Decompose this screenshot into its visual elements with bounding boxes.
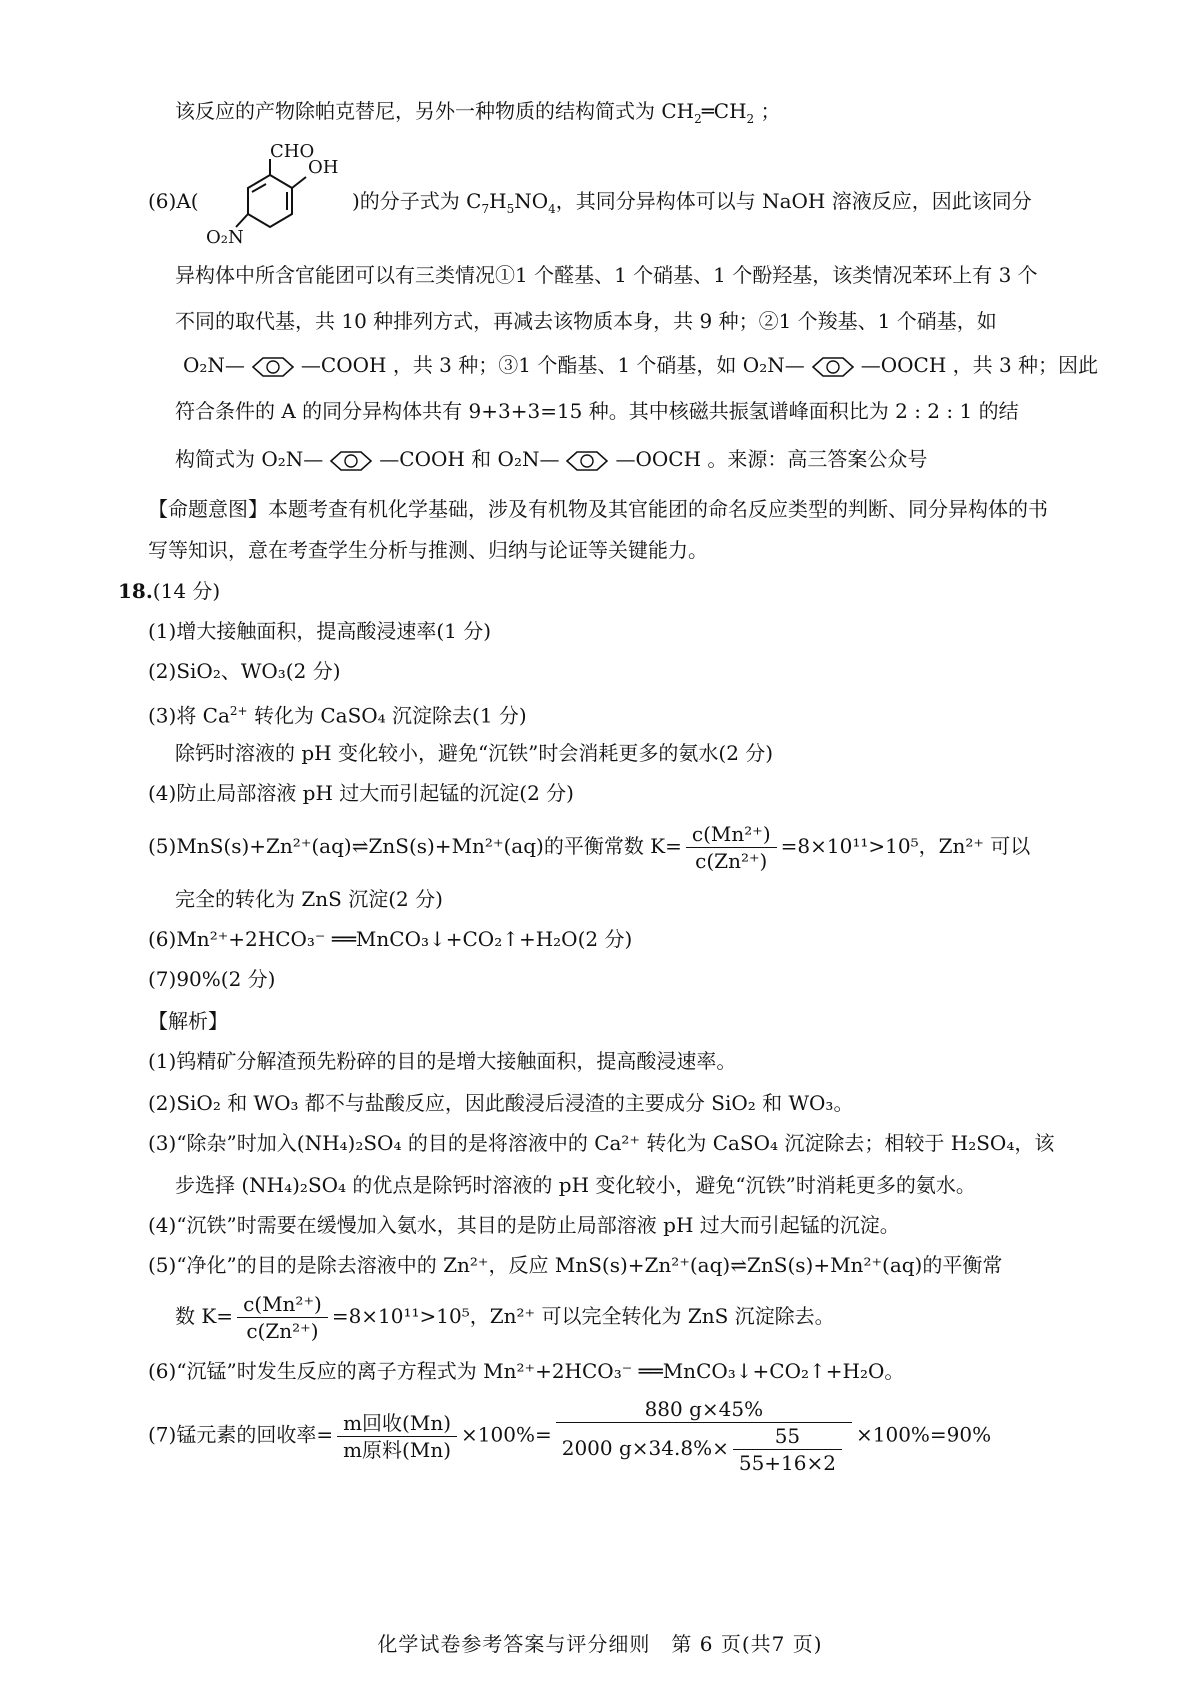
equilibrium-fraction: $\frac{\text{c(Mn²⁺)}}{\text{c(Zn²⁺)}}$ [237,1291,328,1344]
q18-header: 18.(14 分) [118,579,221,603]
intent-line1: 【命题意图】本题考查有机化学基础，涉及有机物及其官能团的命名反应类型的判断、同分异构体的书 [148,497,1048,521]
answer-5: (5)MnS(s)+Zn²⁺(aq)⇌ZnS(s)+Mn²⁺(aq)的平衡常数 K= $\frac{\text{c(Mn²⁺)}}{\text{c(Zn²⁺)}}$ =8×10¹¹>10⁵，Zn²⁺ 可以 [148,822,1031,873]
analysis-3-line1: (3)“除杂”时加入(NH₄)₂SO₄ 的目的是将溶液中的 Ca²⁺ 转化为 CaSO₄ 沉淀除去；相较于 H₂SO₄，该 [148,1131,1055,1155]
benzene-ring-icon [561,450,613,472]
intent-line2: 写等知识，意在考查学生分析与推测、归纳与论证等关键能力。 [148,538,708,562]
answer-7: (7)90%(2 分) [148,967,276,991]
analysis-3-line2: 步选择 (NH₄)₂SO₄ 的优点是除钙时溶液的 pH 变化较小，避免“沉铁”时消耗更多的氨水。 [175,1173,976,1197]
q6-line4: O₂N— —COOH ，共 3 种；③1 个酯基、1 个硝基，如 O₂N— —OOCH ，共 3 种；因此 [183,353,1099,377]
q6-line6: 构简式为 O₂N— —COOH 和 O₂N— —OOCH 。来源：高三答案公众号 [175,447,928,471]
answer-6: (6)Mn²⁺+2HCO₃⁻ ══MnCO₃↓+CO₂↑+H₂O(2 分) [148,927,633,951]
q6-prefix: (6)A( [148,189,199,213]
mass-fraction-inner: $\frac{55}{55+16\times 2}$ [733,1423,842,1476]
answer-5-line2: 完全的转化为 ZnS 沉淀(2 分) [175,887,443,911]
page-footer: 化学试卷参考答案与评分细则 第 6 页(共7 页) [377,1632,823,1656]
recovery-calc-fraction: 880 g×45% 2000 g×34.8%× $\frac{55}{55+16\times 2}$ [556,1396,852,1476]
analysis-5-line2: 数 K= $\frac{\text{c(Mn²⁺)}}{\text{c(Zn²⁺)}}$ =8×10¹¹>10⁵，Zn²⁺ 可以完全转化为 ZnS 沉淀除去。 [175,1292,835,1343]
answer-3: (3)将 $Ca^{2+}$ 转化为 CaSO₄ 沉淀除去(1 分) [148,703,527,728]
analysis-6: (6)“沉锰”时发生反应的离子方程式为 Mn²⁺+2HCO₃⁻ ══MnCO₃↓+CO₂↑+H₂O。 [148,1359,905,1383]
structure-a: CHO OH O₂N [200,135,350,255]
answer-3-line2: 除钙时溶液的 pH 变化较小，避免“沉铁”时会消耗更多的氨水(2 分) [175,741,774,765]
recovery-fraction: $\frac{\text{m回收(Mn)}}{\text{m原料(Mn)}}$ [337,1410,457,1463]
analysis-4: (4)“沉铁”时需要在缓慢加入氨水，其目的是防止局部溶液 pH 过大而引起锰的沉淀。 [148,1213,900,1237]
q6-line2: 异构体中所含官能团可以有三类情况①1 个醛基、1 个硝基、1 个酚羟基，该类情况苯环上有 3 个 [175,263,1038,287]
analysis-5-line1: (5)“净化”的目的是除去溶液中的 Zn²⁺，反应 MnS(s)+Zn²⁺(aq)⇌ZnS(s)+Mn²⁺(aq)的平衡常 [148,1253,1003,1277]
analysis-title: 【解析】 [148,1009,228,1033]
benzene-ring-icon [325,450,377,472]
answer-4: (4)防止局部溶液 pH 过大而引起锰的沉淀(2 分) [148,781,574,805]
q6-line3: 不同的取代基，共 10 种排列方式，再减去该物质本身，共 9 种；②1 个羧基、1 个硝基，如 [175,309,997,333]
analysis-7: (7)锰元素的回收率= $\frac{\text{m回收(Mn)}}{\text{m原料(Mn)}}$ ×100%= 880 g×45% 2000 g×34.8%× $\frac{55}{55+16\times 2}$ ×100%=90% [148,1397,992,1475]
analysis-1: (1)钨精矿分解渣预先粉碎的目的是增大接触面积，提高酸浸速率。 [148,1049,737,1073]
answer-2: (2)SiO₂、WO₃(2 分) [148,659,341,683]
equilibrium-fraction: $\frac{\text{c(Mn²⁺)}}{\text{c(Zn²⁺)}}$ [686,821,777,874]
benzene-ring-icon [247,356,299,378]
product-line: 该反应的产物除帕克替尼，另外一种物质的结构简式为 $CH_2═CH_2$ ； [175,99,781,126]
answer-1: (1)增大接触面积，提高酸浸速率(1 分) [148,619,492,643]
q6-line5: 符合条件的 A 的同分异构体共有 9+3+3=15 种。其中核磁共振氢谱峰面积比为 2 : 2 : 1 的结 [175,399,1019,423]
analysis-2: (2)SiO₂ 和 WO₃ 都不与盐酸反应，因此酸浸后浸渣的主要成分 SiO₂ 和 WO₃。 [148,1091,854,1115]
q6-formula-line: )的分子式为 $C_7H_5NO_4$，其同分异构体可以与 NaOH 溶液反应，因此该同分 [352,189,1032,216]
benzene-ring-icon [807,356,859,378]
